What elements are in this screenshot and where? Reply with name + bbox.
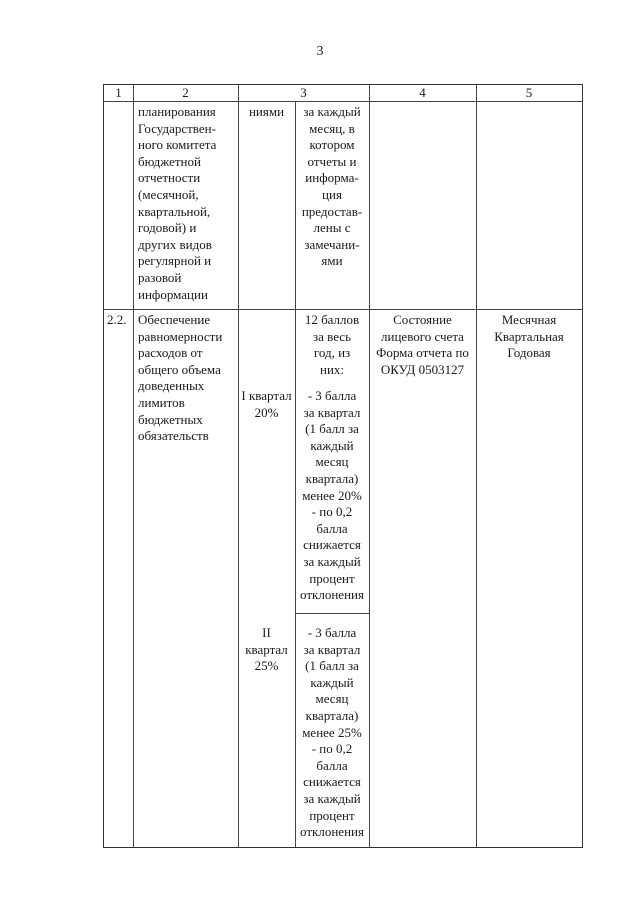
column-divider [476, 85, 477, 847]
header-col-4: 4 [419, 85, 426, 100]
row-2-2-description: Обеспечение равномерности расходов от общего объема доведенных лимитов бюджетных обязательств [138, 312, 223, 444]
row-divider [104, 101, 582, 102]
header-col-3: 3 [300, 85, 307, 100]
row-divider [104, 309, 582, 310]
continuation-col-2: планирования Государствен- ного комитета бюджетной отчетности (месячной, квартальной, годовой) и других видов регулярной и разовой информации [138, 104, 217, 302]
header-col-1: 1 [115, 85, 122, 100]
row-divider [295, 613, 369, 614]
header-col-2: 2 [182, 85, 189, 100]
header-col-5: 5 [525, 85, 533, 100]
continuation-col-3b: за каждый месяц, в котором отчеты и информа- ция предостав- лены с замечани- ями [301, 104, 363, 269]
page-number: 3 [316, 44, 324, 59]
column-divider [133, 85, 134, 847]
row-2-2-frequency: Месячная Квартальная Годовая [494, 312, 564, 361]
column-divider [369, 85, 370, 847]
q2-label: II квартал 25% [245, 625, 288, 674]
column-divider [238, 85, 239, 847]
row-2-2-source: Состояние лицевого счета Форма отчета по ОКУД 0503127 [376, 312, 469, 377]
row-2-2-total-points: 12 баллов за весь год, из них: [304, 312, 360, 377]
row-number: 2.2. [107, 312, 127, 327]
report-table [103, 84, 583, 848]
q1-criteria: - 3 балла за квартал (1 балл за каждый месяц квартала) менее 20% - по 0,2 балла снижается за каждый процент отклонения [300, 388, 364, 603]
q1-label: I квартал 20% [241, 388, 292, 420]
q2-criteria: - 3 балла за квартал (1 балл за каждый месяц квартала) менее 25% - по 0,2 балла снижается за каждый процент отклонения [300, 625, 364, 840]
continuation-col-3a: ниями [248, 104, 285, 119]
